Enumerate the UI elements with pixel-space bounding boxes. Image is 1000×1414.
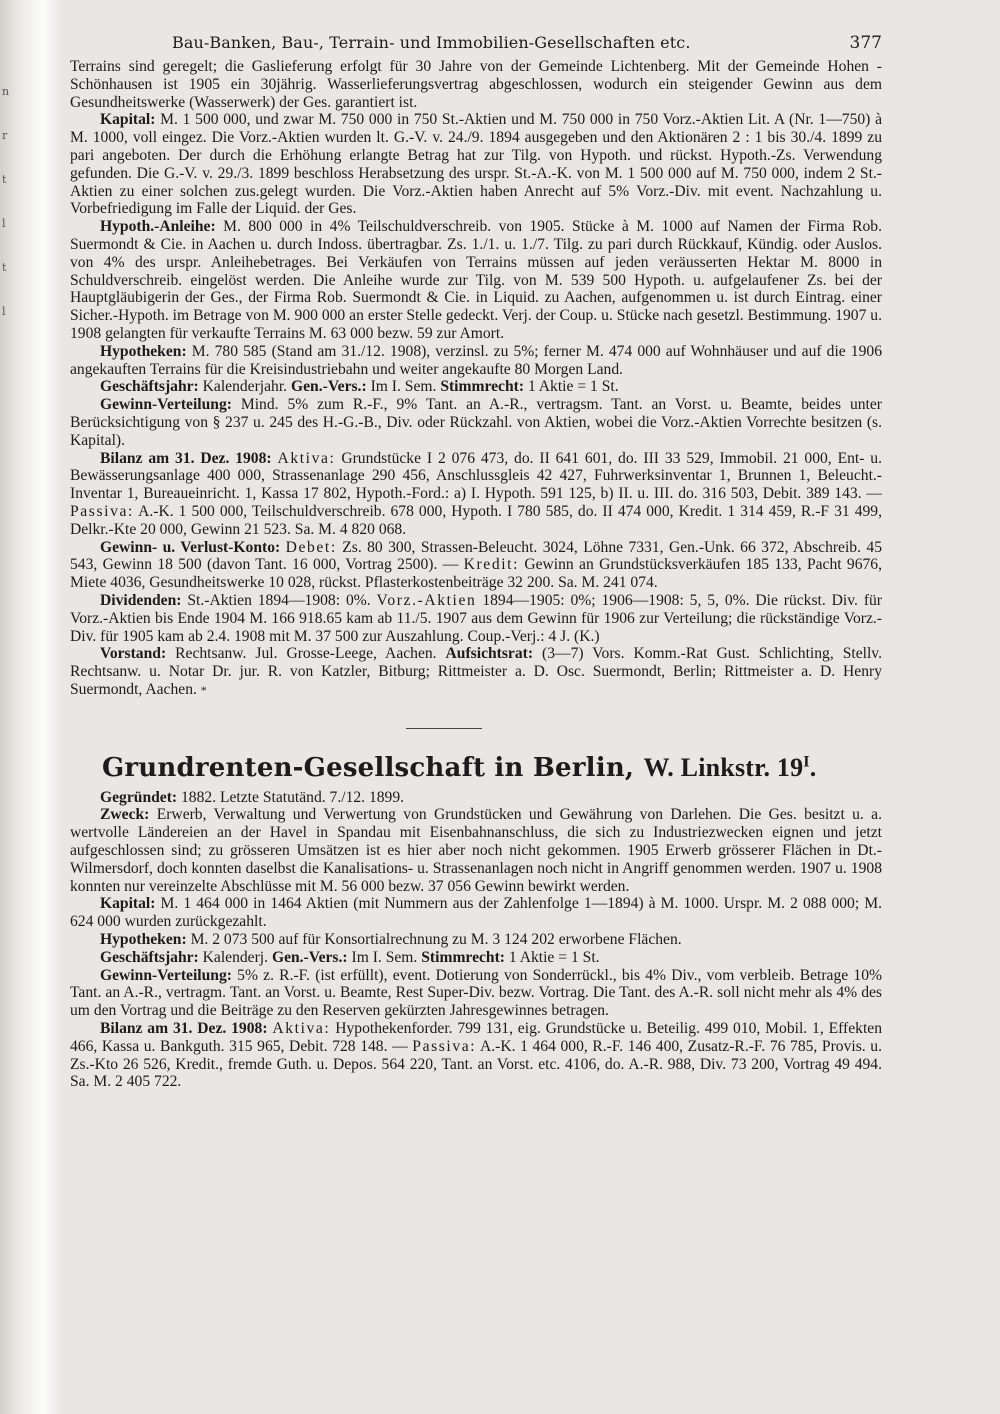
- paragraph-text: Mind. 5% zum R.-F., 9% Tant. an A.-R., vertragsm. Tant. an Vorst. u. Beamte, beides unter Berücksichtigung von § 237 u. 245 des H.-G.-B., Div. oder Rückzahl. von Aktien, wobei die Vorz.-Aktien Vorrechte besitzen (s. Kapital).: [70, 396, 882, 449]
- document-page: [70, 28, 882, 1398]
- entry-label: Kapital:: [100, 895, 156, 913]
- paragraph-gewinn-verteilung: [70, 967, 882, 1020]
- paragraph-text: 1894—1905: 0%; 1906—1908: 5, 5, 0%. Die rückst. Div. für Vorz.-Aktien bis Ende 1904 M. 166 918.65 kam ab 11./5. 1907 aus dem Gewinn für 1906 zur Verteilung; die rückständige Vorz.-Div. für 1905 kam ab 2.4. 1908 mit M. 37 500 zur Auszahlung. Coup.-Verj.: 4 J. (K.): [70, 591, 882, 645]
- entry-label: Gegründet:: [100, 788, 178, 806]
- section-divider: [406, 728, 482, 729]
- paragraph-gewinn-verteilung: [70, 396, 882, 449]
- paragraph-text: M. 2 073 500 auf für Konsortialrechnung zu M. 3 124 202 erworbene Flächen.: [190, 931, 682, 949]
- entry-label: Stimmrecht:: [421, 948, 505, 966]
- company-name: Grundrenten-Gesellschaft in Berlin,: [102, 752, 635, 783]
- paragraph-text: Grundstücke I 2 076 473, do. II 641 601, do. III 33 529, Immobil. 21 000, Ent- u. Bewässerungsanlage 400 000, Strassenanlage 290 456, Anschlussgleis 42 427, Fuhrwerksinventar 1, Brunnen 1, Beleucht.-Inventar 1, Bureaueinricht. 1, Kassa 17 802, Hypoth.-Ford.: a) I. Hypoth. 591 125, b) II. u. III. do. 316 503, Debit. 389 143. —: [70, 449, 882, 503]
- entry-label: Dividenden:: [100, 591, 182, 609]
- entry-label: Stimmrecht:: [440, 378, 525, 396]
- paragraph-text: Im I. Sem.: [370, 378, 437, 396]
- paragraph-text: M. 780 585 (Stand am 31./12. 1908), verzinsl. zu 5%; ferner M. 474 000 auf Wohnhäuser und auf die 1906 angekauften Terrains für die Kreisindustriebahn und weiter angekaufte 80 Morgen Land.: [70, 342, 882, 378]
- paragraph-gewinn-verlust: [70, 539, 882, 592]
- entry-label: Gewinn-Verteilung:: [100, 396, 232, 414]
- paragraph-text: A.-K. 1 464 000, R.-F. 146 400, Zusatz-R.-F. 76 785, Provis. u. Zs.-Kto 26 526, Kredit., fremde Guth. u. Depos. 564 220, Tant. an Vorst. etc. 4106, do. A.-R. 988, Div. 73 200, Vortrag 49 494. Sa. M. 2 405 722.: [70, 1037, 882, 1091]
- paragraph-text: Terrains sind geregelt; die Gaslieferung erfolgt für 30 Jahre von der Gemeinde Lichtenberg. Mit der Gemeinde Hohen - Schönhausen ist 1905 ein 30jährig. Wasserlieferungsvertrag abgeschlossen, wodurch ein steigender Gewinn aus dem Gesundheitswerke (Wasserwerk) der Ges. garantiert ist.: [70, 58, 882, 111]
- spaced-label: Debet:: [285, 538, 337, 556]
- spaced-label: Kredit:: [463, 556, 520, 574]
- entry-label: Bilanz am 31. Dez. 1908:: [100, 1020, 268, 1038]
- page-header: [70, 28, 882, 58]
- page-number: 377: [849, 33, 882, 53]
- company-address: W. Linkstr. $19^I$.: [643, 752, 817, 782]
- entry-label: Vorstand:: [100, 645, 167, 663]
- address-text: W. Linkstr. 19: [643, 752, 804, 782]
- spaced-label: Aktiva:: [272, 1020, 331, 1038]
- footnote-mark: *: [200, 682, 207, 697]
- running-title: Bau-Banken, Bau-, Terrain- und Immobilien-Gesellschaften etc.: [172, 33, 691, 52]
- paragraph-text: 1882. Letzte Statutänd. 7./12. 1899.: [181, 788, 405, 806]
- section-title: [102, 753, 882, 783]
- address-superscript: I: [803, 753, 810, 771]
- paragraph-text: Zs. 80 300, Strassen-Beleucht. 3024, Löhne 7331, Gen.-Unk. 66 372, Abschreib. 45 543, Gewinn 18 500 (davon Tant. 16 000, Vortrag 2500). —: [70, 538, 883, 574]
- paragraph-text: M. 800 000 in 4% Teilschuldverschreib. von 1905. Stücke à M. 1000 auf Namen der Firma Rob. Suermondt & Cie. in Aachen u. durch Indoss. übertragbar. Zs. 1./1. u. 1./7. Tilg. zu pari durch Rückkauf, Kündig. oder Auslos. von 4% des urspr. Anleihebetrages. Bei Verkäufen von Terrains müssen auf jeden veräusserten Hektar M. 8000 in Schuldverschreib. eingelöst werden. Die Anleihe wurde zur Tilg. von M. 539 500 Hypoth. u. aufgelaufener Zs. bei der Hauptgläubigerin der Ges., der Firma Rob. Suermondt & Cie. in Liquid. zu Aachen, aufgenommen u. ist durch Eintrag. einer Sicher.-Hypoth. im Betrage von M. 900 000 an erster Stelle gedeckt. Verj. der Coup. u. Stücke nach gesetzl. Bestimmung. 1907 u. 1908 gelangten für verkaufte Terrains M. 63 000 bezw. 59 zur Amort.: [70, 218, 882, 342]
- entry-label: Aufsichtsrat:: [445, 645, 534, 663]
- spaced-label: Passiva:: [70, 502, 134, 520]
- spaced-label: Passiva:: [412, 1037, 477, 1055]
- section-grundrenten: [70, 789, 882, 1092]
- paragraph-intro: [70, 58, 882, 111]
- paragraph-text: Rechtsanw. Jul. Grosse-Leege, Aachen.: [175, 645, 437, 663]
- paragraph-hypotheken: [70, 343, 882, 379]
- margin-annotations: [2, 70, 16, 334]
- margin-mark: t: [2, 173, 7, 186]
- paragraph-text: 1 Aktie = 1 St.: [527, 378, 619, 396]
- paragraph-geschaeftsjahr: [70, 949, 882, 967]
- paragraph-text: Erwerb, Verwaltung und Verwertung von Grundstücken und Gewährung von Darlehen. Die Ges. besitzt u. a. wertvolle Ländereien an der Havel in Spandau mit Eisenbahnanschluss, die sich zu Industriezwecken eignen und jetzt aufgeschlossen sind; zu grösseren Umsätzen ist es hier aber noch nicht gekommen. 1905 Erwerb grösserer Flächen in Dt.-Wilmersdorf, doch konnten daselbst die Kanalisations- u. Strassenanlagen noch nicht in Angriff genommen werden. 1907 u. 1908 konnten nur vereinzelte Abschlüsse mit M. 56 000 bezw. 37 056 Gewinn bewirkt werden.: [70, 806, 882, 895]
- margin-mark: n: [2, 85, 10, 98]
- entry-label: Hypoth.-Anleihe:: [100, 218, 216, 236]
- margin-mark: l: [2, 305, 6, 318]
- entry-label: Kapital:: [100, 111, 156, 129]
- paragraph-gegruendet: [70, 789, 882, 807]
- paragraph-text: Kalenderj.: [202, 948, 269, 966]
- entry-label: Bilanz am 31. Dez. 1908:: [100, 449, 272, 467]
- spaced-label: Aktiva:: [277, 449, 336, 467]
- paragraph-text: M. 1 464 000 in 1464 Aktien (mit Nummern aus der Zahlenfolge 1—1894) à M. 1000. Urspr. M. 2 088 000; M. 624 000 wurden zurückgezahlt.: [70, 895, 882, 931]
- paragraph-text: A.-K. 1 500 000, Teilschuldverschreib. 678 000, Hypoth. I 780 585, do. II 474 000, Kredit. 1 314 459, R.-F 31 499, Delkr.-Kte 20 000, Gewinn 21 523. Sa. M. 4 820 068.: [70, 502, 882, 538]
- margin-mark: r: [2, 129, 8, 142]
- paragraph-kapital: [70, 895, 882, 931]
- paragraph-kapital: [70, 111, 882, 218]
- paragraph-bilanz: [70, 1020, 882, 1091]
- paragraph-dividenden: [70, 592, 882, 645]
- entry-label: Gewinn-Verteilung:: [100, 966, 232, 984]
- paragraph-text: 5% z. R.-F. (ist erfüllt), event. Dotierung von Sonderrückl., bis 4% Div., vom verbleib. Betrage 10% Tant. an A.-R., vertragm. Tant. an Vorst. u. Beamte, Rest Super-Div. bezw. Vortrag. Die Tant. des A.-R. soll nicht mehr als 4% des um den Vortrag und die Beiträge zu den Reserven gekürzten Jahresgewinnes betragen.: [70, 966, 882, 1020]
- entry-label: Geschäftsjahr:: [100, 948, 199, 966]
- paragraph-text: Kalenderjahr.: [202, 378, 288, 396]
- paragraph-text: St.-Aktien 1894—1908: 0%.: [187, 591, 371, 609]
- entry-label: Gen.-Vers.:: [291, 378, 367, 396]
- paragraph-zweck: [70, 806, 882, 895]
- entry-label: Hypotheken:: [100, 342, 187, 360]
- paragraph-text: Im I. Sem.: [351, 948, 418, 966]
- paragraph-bilanz: [70, 450, 882, 539]
- paragraph-vorstand: [70, 645, 882, 699]
- entry-label: Zweck:: [100, 806, 150, 824]
- paragraph-text: 1 Aktie = 1 St.: [508, 948, 600, 966]
- margin-mark: l: [2, 217, 6, 230]
- paragraph-text: Hypothekenforder. 799 131, eig. Grundstücke u. Beteilig. 499 010, Mobil. 1, Effekten 466, Kassa u. Bankguth. 315 965, Debit. 728 148. —: [70, 1020, 882, 1055]
- section-bau-terrain: [70, 58, 882, 700]
- spaced-label: Vorz.-Aktien: [376, 591, 477, 609]
- entry-label: Hypotheken:: [100, 931, 187, 949]
- entry-label: Geschäftsjahr:: [100, 378, 199, 396]
- paragraph-geschaeftsjahr: [70, 378, 882, 396]
- paragraph-text: Gewinn an Grundstücksverkäufen 185 133, Pacht 9676, Miete 4036, Gesundheitswerke 10 028, rückst. Pflasterkostenbeiträge 32 200. Sa. M. 241 074.: [70, 556, 882, 592]
- paragraph-hypoth-anleihe: [70, 218, 882, 343]
- entry-label: Gewinn- u. Verlust-Konto:: [100, 538, 281, 556]
- paragraph-text: M. 1 500 000, und zwar M. 750 000 in 750 St.-Aktien und M. 750 000 in 750 Vorz.-Aktien Lit. A (Nr. 1—750) à M. 1000, voll eingez. Die Vorz.-Aktien wurden lt. G.-V. v. 24./9. 1894 ausgegeben und den Aktionären 2 : 1 bis 30./4. 1899 zu pari angeboten. Der durch die Erhöhung erlangte Betrag hat zur Tilg. von Hypoth. und rückst. Hypoth.-Zs. Verwendung gefunden. Die G.-V. v. 29./3. 1899 beschloss Herabsetzung des urspr. St.-A.-K. von M. 1 500 000 auf M. 750 000, indem 2 St.-Aktien zu einer solchen zus.gelegt wurden. Die Vorz.-Aktien haben Anrecht auf 5% Vorz.-Div. mit event. Nachzahlung u. Vorbefriedigung im Falle der Liquid. der Ges.: [70, 111, 882, 218]
- entry-label: Gen.-Vers.:: [271, 948, 348, 966]
- margin-mark: t: [2, 261, 7, 274]
- paragraph-hypotheken: [70, 931, 882, 949]
- paragraph-text: (3—7) Vors. Komm.-Rat Gust. Schlichting, Stellv. Rechtsanw. u. Notar Dr. jur. R. von Katzler, Bitburg; Rittmeister a. D. Osc. Suermondt, Berlin; Rittmeister a. D. Henry Suermondt, Aachen.: [70, 645, 882, 698]
